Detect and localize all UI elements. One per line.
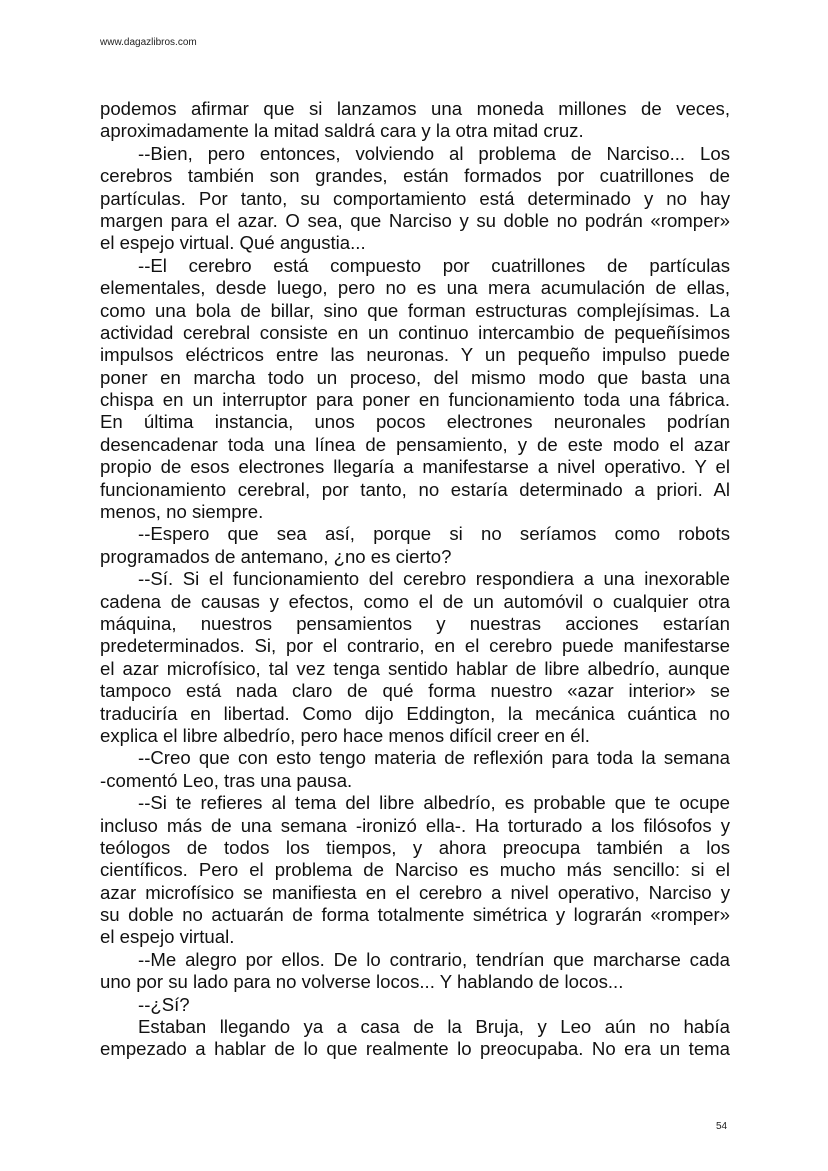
- text-line: desencadenar toda una línea de pensamiento, y de este modo el azar: [100, 433, 730, 455]
- text-line: su doble no actuarán de forma totalmente simétrica y lograrán «romper»: [100, 904, 730, 926]
- text-line: actividad cerebral consiste en un continuo intercambio de pequeñísimos: [100, 321, 730, 343]
- text-line: azar microfísico se manifiesta en el cerebro a nivel operativo, Narciso y: [100, 881, 730, 903]
- text-line: explica el libre albedrío, pero hace menos difícil creer en él.: [100, 724, 590, 746]
- text-line: tampoco está nada claro de qué forma nuestro «azar interior» se: [100, 680, 730, 702]
- text-line: aproximadamente la mitad saldrá cara y la otra mitad cruz.: [100, 120, 584, 142]
- text-line: teólogos de todos los tiempos, y ahora preocupa también a los: [100, 836, 730, 858]
- text-line: uno por su lado para no volverse locos... Y hablando de locos...: [100, 971, 624, 993]
- text-line: cadena de causas y efectos, como el de un automóvil o cualquier otra: [100, 590, 730, 612]
- paragraph: [100, 98, 730, 143]
- text-line: el espejo virtual.: [100, 926, 235, 948]
- page-body-text: [100, 98, 730, 1061]
- text-line: cerebros también son grandes, están formados por cuatrillones de: [100, 165, 730, 187]
- text-line: menos, no siempre.: [100, 501, 264, 523]
- text-line: --Creo que con esto tengo materia de reflexión para toda la semana: [138, 747, 730, 769]
- page-number: 54: [716, 1121, 728, 1132]
- text-line: poner en marcha todo un proceso, del mismo modo que basta una: [100, 366, 730, 388]
- text-line: --Si te refieres al tema del libre albedrío, es probable que te ocupe: [138, 792, 730, 814]
- text-line: impulsos eléctricos entre las neuronas. Y un pequeño impulso puede: [100, 344, 730, 366]
- text-line: Estaban llegando ya a casa de la Bruja, y Leo aún no había: [138, 1016, 730, 1038]
- paragraph: [100, 523, 730, 568]
- paragraph: [100, 1016, 730, 1061]
- text-line: funcionamiento cerebral, por tanto, no estaría determinado a priori. Al: [100, 478, 730, 500]
- text-line: empezado a hablar de lo que realmente lo preocupaba. No era un tema: [100, 1038, 730, 1060]
- paragraph: [100, 949, 730, 994]
- text-line: máquina, nuestros pensamientos y nuestras acciones estarían: [100, 612, 730, 634]
- text-line: el espejo virtual. Qué angustia...: [100, 232, 366, 254]
- text-line: --Espero que sea así, porque si no seríamos como robots: [138, 523, 730, 545]
- text-line: --Me alegro por ellos. De lo contrario, tendrían que marcharse cada: [138, 948, 730, 970]
- header-site-url: www.dagazlibros.com: [100, 37, 197, 48]
- paragraph: [100, 994, 730, 1016]
- text-line: incluso más de una semana -ironizó ella-. Ha torturado a los filósofos y: [100, 814, 730, 836]
- text-line: chispa en un interruptor para poner en funcionamiento toda una fábrica.: [100, 389, 730, 411]
- text-line: como una bola de billar, sino que forman estructuras complejísimas. La: [100, 299, 730, 321]
- text-line: --¿Sí?: [138, 993, 190, 1015]
- text-line: traduciría en libertad. Como dijo Eddington, la mecánica cuántica no: [100, 702, 730, 724]
- text-line: elementales, desde luego, pero no es una mera acumulación de ellas,: [100, 277, 730, 299]
- paragraph: [100, 143, 730, 255]
- text-line: científicos. Pero el problema de Narciso es mucho más sencillo: si el: [100, 859, 730, 881]
- text-line: --Bien, pero entonces, volviendo al problema de Narciso... Los: [138, 142, 730, 164]
- text-line: partículas. Por tanto, su comportamiento está determinado y no hay: [100, 187, 730, 209]
- text-line: margen para el azar. O sea, que Narciso y su doble no podrán «romper»: [100, 209, 730, 231]
- text-line: propio de esos electrones llegaría a manifestarse a nivel operativo. Y el: [100, 456, 730, 478]
- text-line: el azar microfísico, tal vez tenga sentido hablar de libre albedrío, aunque: [100, 657, 730, 679]
- text-line: En última instancia, unos pocos electrones neuronales podrían: [100, 411, 730, 433]
- text-line: predeterminados. Si, por el contrario, en el cerebro puede manifestarse: [100, 635, 730, 657]
- paragraph: [100, 568, 730, 747]
- paragraph: [100, 792, 730, 949]
- text-line: programados de antemano, ¿no es cierto?: [100, 545, 452, 567]
- text-line: -comentó Leo, tras una pausa.: [100, 769, 353, 791]
- text-line: --El cerebro está compuesto por cuatrillones de partículas: [138, 254, 730, 276]
- text-line: --Sí. Si el funcionamiento del cerebro respondiera a una inexorable: [138, 568, 730, 590]
- paragraph: [100, 255, 730, 524]
- text-line: podemos afirmar que si lanzamos una moneda millones de veces,: [100, 98, 730, 119]
- paragraph: [100, 747, 730, 792]
